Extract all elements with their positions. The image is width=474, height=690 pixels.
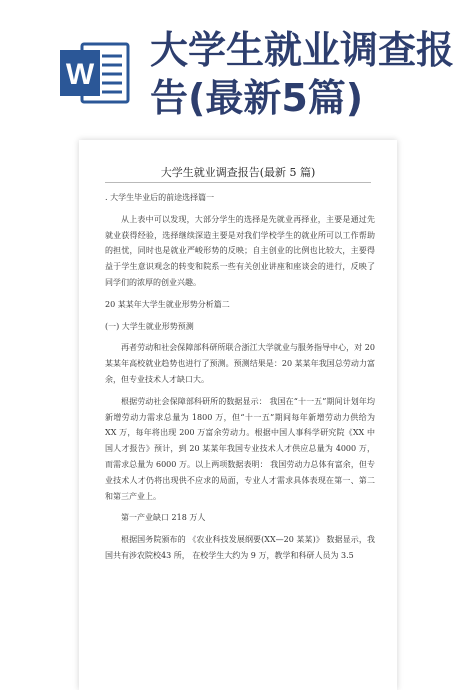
document-title: 大学生就业调查报告(最新 5 篇) bbox=[160, 166, 316, 179]
hero-title-line2: 告(最新5篇) bbox=[150, 76, 364, 120]
paragraph: 从上表中可以发现，大部分学生的选择是先就业再择业，主要是通过先就业获得经验，选择继续深造主要是对我们学校学生的就业所可以工作帮助的担忧，同时也是就业严峻形势的反映；自主创业的比例也比较大，主要得益于学生意识观念的转变和院系一些有关创业讲座和座谈会的进行，反映了同学们的浓厚的创业兴趣。 bbox=[105, 214, 375, 287]
paragraph: 根据劳动社会保障部科研所的数据显示： 我国在“十一五”期间计划年均新增劳动力需求总量为 1800 万，但“十一五”期间每年新增劳动力供给为 XX 万，每年将出现 200 万富余劳动力。根据中国人事科学研究院《XX 中国人才报告》预计，到 20 某某年我国专业技术人才供应总量为 4000 万，而需求总量为 6000 万。以上两项数据表明： 我国劳动力总体有富余，但专业技术人才仍将出现供不应求的局面，专业人才需求具体表现在第一、第二和第三产业上。 bbox=[105, 396, 375, 501]
hero-title bbox=[150, 26, 460, 122]
title-divider bbox=[105, 182, 371, 183]
svg-text:W: W bbox=[65, 58, 95, 91]
document-preview-header bbox=[0, 0, 474, 145]
paragraph: 再者劳动和社会保障部科研所联合浙江大学就业与服务指导中心，对 20 某某年高校就业趋势也进行了预测。预测结果是：20 某某年我国总劳动力富余，但专业技术人才缺口大。 bbox=[105, 343, 375, 384]
paragraph: 根据国务院颁布的 《农业科技发展纲要(XX—20 某某)》 数据显示，我国共有涉农院校43 所， 在校学生大约为 9 万，教学和科研人员为 3.5 bbox=[105, 535, 375, 560]
paragraph: (一) 大学生就业形势预测 bbox=[105, 321, 194, 331]
paragraph: . 大学生毕业后的前途选择篇一 bbox=[105, 193, 215, 202]
paragraph: 第一产业缺口 218 万人 bbox=[121, 513, 206, 523]
word-icon bbox=[58, 36, 132, 110]
hero-title-line1: 大学生就业调查报 bbox=[150, 28, 455, 72]
document-body bbox=[105, 190, 375, 570]
document-page bbox=[79, 140, 397, 690]
paragraph: 20 某某年大学生就业形势分析篇二 bbox=[105, 299, 230, 309]
